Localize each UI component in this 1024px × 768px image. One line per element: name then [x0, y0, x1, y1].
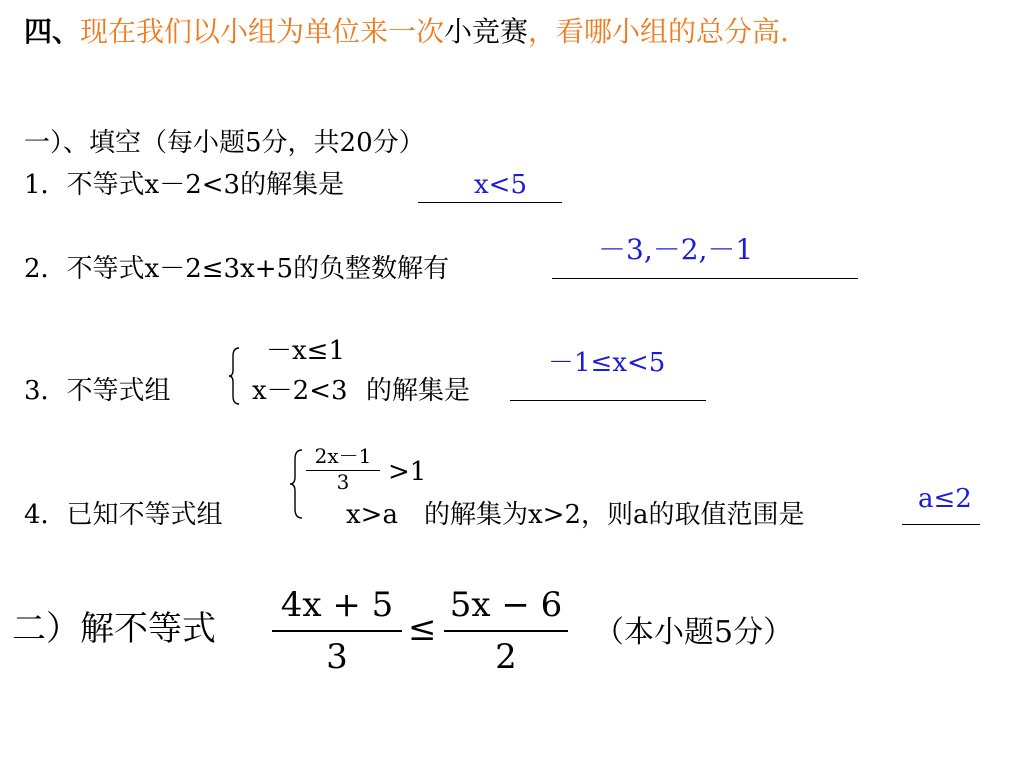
q3-answer: －1≤x<5	[548, 348, 666, 378]
q4-system-line1-tail: >1	[388, 457, 427, 487]
rhs-numerator: 5x − 6	[449, 585, 563, 625]
heading-text-part1: 现在我们以小组为单位来一次	[80, 15, 445, 48]
heading-text-part2: 小竞赛	[444, 15, 529, 48]
q2-answer-blank	[552, 278, 858, 279]
q2-text: 2．不等式x－2≤3x+5的负整数解有	[24, 254, 450, 284]
q4-fraction-numerator: 2x－1	[314, 444, 372, 468]
q3-suffix: 的解集是	[366, 376, 471, 406]
section2-title: 二）解不等式	[12, 609, 216, 649]
q3-prefix: 3．不等式组	[24, 376, 171, 406]
q1-text: 1．不等式x－2<3的解集是	[24, 170, 345, 200]
q4-fraction	[306, 446, 380, 494]
q3-system-brace	[227, 346, 241, 406]
slide-heading	[24, 15, 789, 48]
lhs-fraction	[272, 584, 402, 680]
q2-answer: －3,－2,－1	[598, 233, 754, 266]
q4-fraction-denominator: 3	[336, 470, 350, 494]
rhs-denominator: 2	[495, 637, 517, 677]
q3-system-line1: －x≤1	[266, 336, 345, 366]
heading-number: 四、	[24, 15, 81, 48]
inequality-relation: ≤	[408, 609, 437, 649]
heading-text-part3: ，看哪小组的总分高.	[528, 15, 789, 48]
lhs-numerator: 4x + 5	[280, 585, 394, 625]
section1-title: 一）、填空（每小题5分，共20分）	[24, 128, 425, 158]
q4-suffix: 的解集为x>2，则a的取值范围是	[424, 500, 805, 530]
q4-answer-blank	[902, 524, 980, 525]
q1-answer: x<5	[474, 170, 527, 200]
q4-system-brace	[288, 448, 304, 520]
q4-prefix: 4．已知不等式组	[24, 500, 223, 530]
lhs-denominator: 3	[326, 637, 348, 677]
q3-system-line2: x－2<3	[252, 376, 348, 406]
q4-answer: a≤2	[918, 484, 972, 514]
q1-answer-blank	[418, 202, 562, 203]
lhs-fraction-bar	[272, 630, 402, 632]
q4-system-line2: x>a	[346, 500, 398, 530]
section2-points: （本小题5分）	[594, 615, 794, 650]
rhs-fraction-bar	[444, 630, 568, 632]
q3-answer-blank	[510, 400, 706, 401]
rhs-fraction	[444, 584, 568, 680]
